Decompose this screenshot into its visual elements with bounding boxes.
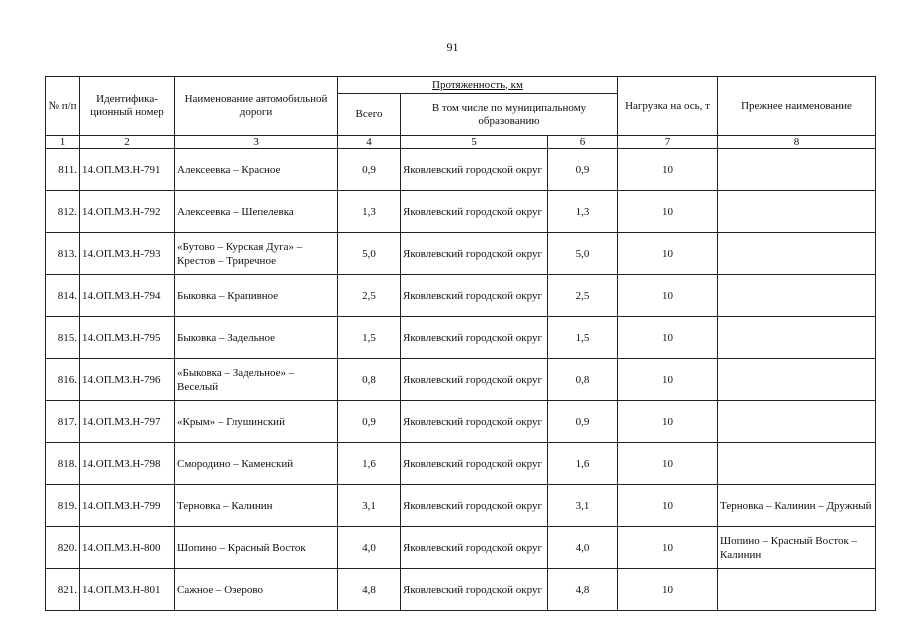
length-total: 1,3 [338, 191, 401, 233]
length-municipal: 2,5 [548, 275, 618, 317]
row-number: 814. [46, 275, 80, 317]
road-name: «Быковка – Задельное» – Веселый [175, 359, 338, 401]
row-number: 813. [46, 233, 80, 275]
length-total: 1,6 [338, 443, 401, 485]
road-id: 14.ОП.МЗ.Н-797 [80, 401, 175, 443]
length-total: 0,9 [338, 401, 401, 443]
length-total: 4,0 [338, 527, 401, 569]
col-number: 8 [718, 136, 876, 149]
municipality: Яковлевский городской округ [401, 569, 548, 611]
road-id: 14.ОП.МЗ.Н-791 [80, 149, 175, 191]
table-row [46, 191, 876, 233]
length-municipal: 4,8 [548, 569, 618, 611]
length-total: 0,8 [338, 359, 401, 401]
row-number: 815. [46, 317, 80, 359]
length-total: 5,0 [338, 233, 401, 275]
previous-name [718, 443, 876, 485]
road-name: Алексеевка – Красное [175, 149, 338, 191]
previous-name [718, 569, 876, 611]
length-municipal: 3,1 [548, 485, 618, 527]
table-row [46, 569, 876, 611]
road-name: Шопино – Красный Восток [175, 527, 338, 569]
axle-load: 10 [618, 317, 718, 359]
length-total: 0,9 [338, 149, 401, 191]
col-number: 4 [338, 136, 401, 149]
table-row [46, 527, 876, 569]
col-number: 1 [46, 136, 80, 149]
road-id: 14.ОП.МЗ.Н-795 [80, 317, 175, 359]
road-id: 14.ОП.МЗ.Н-792 [80, 191, 175, 233]
previous-name [718, 233, 876, 275]
col-number: 2 [80, 136, 175, 149]
previous-name: Шопино – Красный Восток – Калинин [718, 527, 876, 569]
length-total: 4,8 [338, 569, 401, 611]
municipality: Яковлевский городской округ [401, 485, 548, 527]
col-number: 3 [175, 136, 338, 149]
header-length [338, 77, 618, 94]
road-id: 14.ОП.МЗ.Н-794 [80, 275, 175, 317]
previous-name: Терновка – Калинин – Дружный [718, 485, 876, 527]
length-total: 2,5 [338, 275, 401, 317]
municipality: Яковлевский городской округ [401, 233, 548, 275]
axle-load: 10 [618, 443, 718, 485]
road-name: Терновка – Калинин [175, 485, 338, 527]
length-municipal: 4,0 [548, 527, 618, 569]
header-length-label: Протяженность, км [432, 78, 523, 91]
road-name: «Бутово – Курская Дуга» – Крестов – Триречное [175, 233, 338, 275]
municipality: Яковлевский городской округ [401, 275, 548, 317]
header-prev: Прежнее наименование [718, 77, 876, 136]
length-municipal: 1,3 [548, 191, 618, 233]
length-total: 1,5 [338, 317, 401, 359]
length-municipal: 1,5 [548, 317, 618, 359]
road-name: Алексеевка – Шепелевка [175, 191, 338, 233]
table-row [46, 359, 876, 401]
header-no: № п/п [46, 77, 80, 136]
road-id: 14.ОП.МЗ.Н-799 [80, 485, 175, 527]
table-row [46, 443, 876, 485]
axle-load: 10 [618, 485, 718, 527]
road-name: «Крым» – Глушинский [175, 401, 338, 443]
col-number: 5 [401, 136, 548, 149]
previous-name [718, 359, 876, 401]
table-row [46, 275, 876, 317]
previous-name [718, 317, 876, 359]
previous-name [718, 149, 876, 191]
municipality: Яковлевский городской округ [401, 149, 548, 191]
municipality: Яковлевский городской округ [401, 401, 548, 443]
road-id: 14.ОП.МЗ.Н-801 [80, 569, 175, 611]
axle-load: 10 [618, 401, 718, 443]
municipality: Яковлевский городской округ [401, 191, 548, 233]
header-incl: В том числе по муниципальному образованию [401, 94, 618, 136]
row-number: 821. [46, 569, 80, 611]
length-municipal: 0,9 [548, 401, 618, 443]
road-name: Смородино – Каменский [175, 443, 338, 485]
row-number: 811. [46, 149, 80, 191]
col-number: 7 [618, 136, 718, 149]
road-name: Быковка – Задельное [175, 317, 338, 359]
page-number: 91 [446, 40, 459, 54]
previous-name [718, 275, 876, 317]
axle-load: 10 [618, 275, 718, 317]
row-number: 819. [46, 485, 80, 527]
road-id: 14.ОП.МЗ.Н-796 [80, 359, 175, 401]
row-number: 816. [46, 359, 80, 401]
table-row [46, 485, 876, 527]
municipality: Яковлевский городской округ [401, 317, 548, 359]
header-name: Наименование автомобильной дороги [175, 77, 338, 136]
length-municipal: 5,0 [548, 233, 618, 275]
axle-load: 10 [618, 149, 718, 191]
length-municipal: 0,8 [548, 359, 618, 401]
road-id: 14.ОП.МЗ.Н-793 [80, 233, 175, 275]
table-row [46, 401, 876, 443]
table-row [46, 317, 876, 359]
length-municipal: 1,6 [548, 443, 618, 485]
table-row [46, 149, 876, 191]
previous-name [718, 191, 876, 233]
row-number: 817. [46, 401, 80, 443]
row-number: 812. [46, 191, 80, 233]
length-municipal: 0,9 [548, 149, 618, 191]
roads-table [45, 76, 876, 611]
road-id: 14.ОП.МЗ.Н-798 [80, 443, 175, 485]
length-total: 3,1 [338, 485, 401, 527]
col-number: 6 [548, 136, 618, 149]
axle-load: 10 [618, 191, 718, 233]
axle-load: 10 [618, 569, 718, 611]
axle-load: 10 [618, 233, 718, 275]
road-id: 14.ОП.МЗ.Н-800 [80, 527, 175, 569]
municipality: Яковлевский городской округ [401, 443, 548, 485]
road-name: Сажное – Озерово [175, 569, 338, 611]
previous-name [718, 401, 876, 443]
municipality: Яковлевский городской округ [401, 359, 548, 401]
header-total: Всего [338, 94, 401, 136]
axle-load: 10 [618, 527, 718, 569]
table-row [46, 233, 876, 275]
row-number: 820. [46, 527, 80, 569]
axle-load: 10 [618, 359, 718, 401]
road-name: Быковка – Крапивное [175, 275, 338, 317]
row-number: 818. [46, 443, 80, 485]
municipality: Яковлевский городской округ [401, 527, 548, 569]
header-load: Нагрузка на ось, т [618, 77, 718, 136]
header-id: Идентифика-ционный номер [80, 77, 175, 136]
